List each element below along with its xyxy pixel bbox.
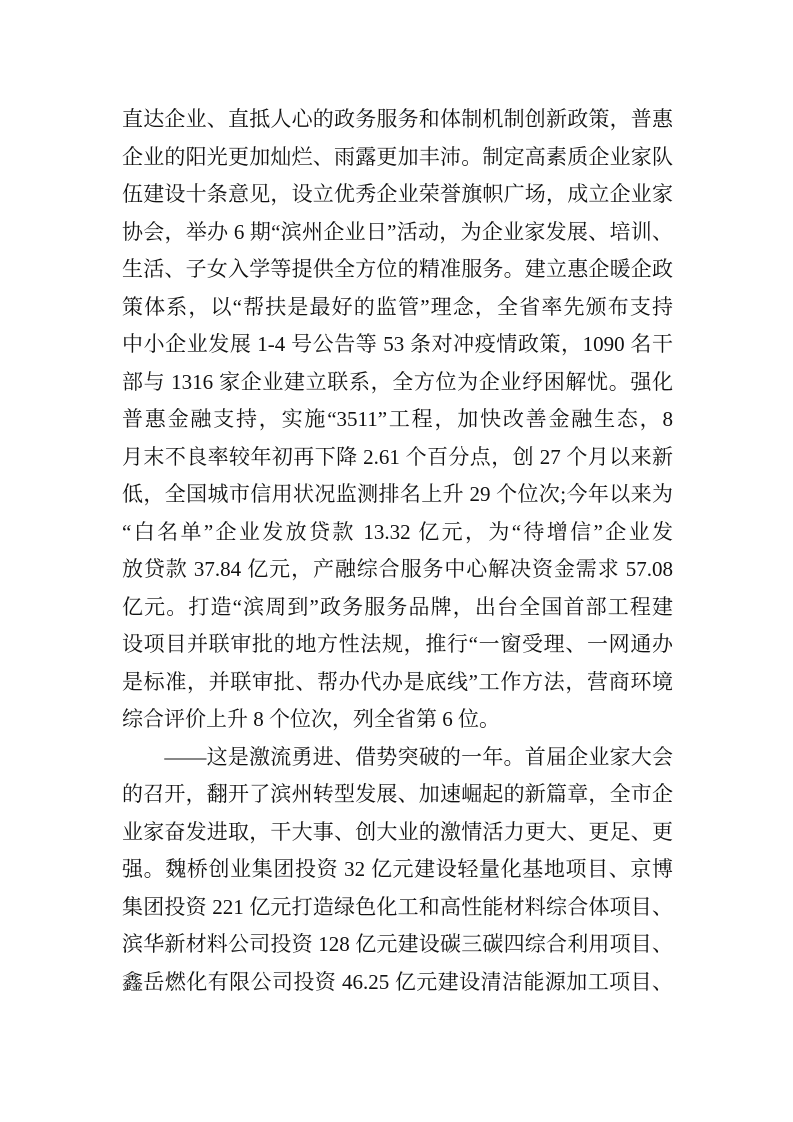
text-line: 业家奋发进取，干大事、创大业的激情活力更大、更足、更 (122, 819, 673, 844)
text-line: 直达企业、直抵人心的政务服务和体制机制创新政策，普惠 (122, 107, 673, 131)
text-line: 企业的阳光更加灿烂、雨露更加丰沛。制定高素质企业家队 (122, 144, 673, 169)
text-line: 低，全国城市信用状况监测排名上升 29 个位次;今年以来为 (122, 482, 673, 506)
text-line: 中小企业发展 1-4 号公告等 53 条对冲疫情政策，1090 名干 (122, 332, 673, 356)
paragraph-2 (122, 739, 673, 1002)
text-line: 策体系，以“帮扶是最好的监管”理念，全省率先颁布支持 (122, 294, 673, 319)
text-line: 滨华新材料公司投资 128 亿元建设碳三碳四综合利用项目、 (122, 932, 673, 956)
text-line: 生活、子女入学等提供全方位的精准服务。建立惠企暖企政 (122, 257, 673, 281)
document-page (122, 101, 673, 1001)
text-line: 综合评价上升 8 个位次，列全省第 6 位。 (122, 707, 500, 731)
paragraph-1 (122, 101, 673, 739)
text-line: “白名单”企业发放贷款 13.32 亿元，为“待增信”企业发 (122, 519, 673, 544)
text-line: ——这是激流勇进、借势突破的一年。首届企业家大会 (122, 744, 673, 769)
text-line: 协会，举办 6 期“滨州企业日”活动，为企业家发展、培训、 (122, 219, 673, 244)
text-line: 设项目并联审批的地方性法规，推行“一窗受理、一网通办 (122, 632, 673, 656)
text-line: 的召开，翻开了滨州转型发展、加速崛起的新篇章，全市企 (122, 782, 673, 806)
text-line: 月末不良率较年初再下降 2.61 个百分点，创 27 个月以来新 (122, 444, 673, 469)
text-line: 集团投资 221 亿元打造绿色化工和高性能材料综合体项目、 (122, 894, 673, 919)
text-line: 强。魏桥创业集团投资 32 亿元建设轻量化基地项目、京博 (122, 857, 673, 881)
text-line: 是标准，并联审批、帮办代办是底线”工作方法，营商环境 (122, 669, 673, 694)
text-line: 部与 1316 家企业建立联系，全方位为企业纾困解忧。强化 (122, 369, 673, 394)
text-line: 放贷款 37.84 亿元，产融综合服务中心解决资金需求 57.08 (122, 557, 673, 581)
text-line: 鑫岳燃化有限公司投资 46.25 亿元建设清洁能源加工项目、 (122, 969, 673, 994)
text-line: 普惠金融支持，实施“3511”工程，加快改善金融生态，8 (122, 407, 673, 431)
text-line: 伍建设十条意见，设立优秀企业荣誉旗帜广场，成立企业家 (122, 182, 673, 206)
text-line: 亿元。打造“滨周到”政务服务品牌，出台全国首部工程建 (122, 594, 673, 619)
